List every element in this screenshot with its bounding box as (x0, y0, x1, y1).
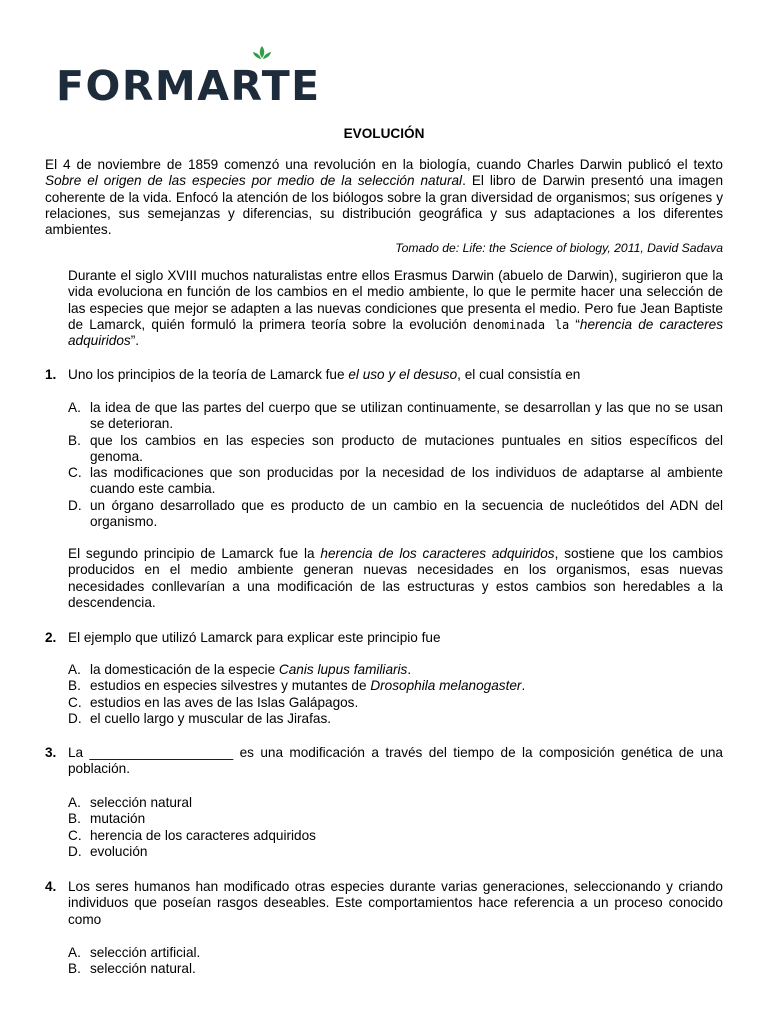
option-text: herencia de los caracteres adquiridos (90, 827, 316, 843)
question-3 (45, 745, 723, 778)
option-text: las modificaciones que son producidas por la necesidad de los individuos de adaptarse al ambiente cuando este cambia. (90, 465, 723, 497)
principle-2-paragraph (68, 546, 723, 611)
intro-text-1: El 4 de noviembre de 1859 comenzó una revolución en la biología, cuando Charles Darwin publicó el texto (45, 157, 723, 172)
option-text: que los cambios en las especies son producto de mutaciones puntuales en sitios específicos del genoma. (90, 432, 723, 464)
question-4 (45, 879, 723, 928)
option-text: el cuello largo y muscular de las Jirafas. (90, 710, 332, 726)
option-c[interactable] (68, 695, 723, 711)
question-text: La ___________________ es una modificación a través del tiempo de la composición genética de una población. (68, 745, 723, 777)
question-text: Los seres humanos han modificado otras especies durante varias generaciones, seleccionando y criando individuos que poseían rasgos deseables. Este comportamientos hace referencia a un proceso conocido como (68, 879, 723, 927)
option-letter: B. (68, 432, 81, 448)
principle-text-1: El segundo principio de Lamarck fue la (68, 546, 321, 561)
question-1 (45, 367, 723, 383)
option-a[interactable] (68, 795, 723, 811)
option-d[interactable] (68, 844, 723, 860)
page-title: EVOLUCIÓN (343, 126, 425, 141)
option-letter: A. (68, 795, 81, 810)
option-letter: C. (68, 694, 82, 710)
option-d[interactable] (68, 498, 723, 531)
question-2-options (68, 662, 723, 727)
option-text: selección natural (90, 795, 193, 810)
question-4-options (68, 945, 723, 978)
option-letter: A. (68, 400, 81, 415)
option-letter: D. (68, 843, 82, 859)
option-species-name: Canis lupus familiaris (278, 662, 408, 677)
option-letter: C. (68, 465, 82, 481)
intro-book-title: Sobre el origen de las especies por medio de la selección natural (45, 173, 463, 189)
option-d[interactable] (68, 711, 723, 727)
option-text: selección natural. (90, 961, 196, 977)
option-b[interactable] (68, 433, 723, 466)
question-number: 4. (45, 879, 57, 894)
question-text-part: , el cual consistía en (457, 367, 581, 382)
option-text: la idea de que las partes del cuerpo que se utilizan continuamente, se desarrollan y las que no se usan se deterioran. (90, 400, 723, 432)
leaf-torch-icon (248, 44, 276, 74)
question-number: 2. (45, 630, 57, 645)
intro-paragraph (45, 157, 723, 238)
question-text-italic: el uso y el desuso (348, 367, 458, 382)
lamarck-quote-close: ”. (130, 333, 140, 349)
lamarck-paragraph (68, 268, 723, 349)
option-text: estudios en especies silvestres y mutantes de (90, 678, 371, 694)
option-a[interactable] (68, 400, 723, 433)
logo-wordmark: FORMARTE (56, 62, 321, 110)
question-number: 3. (45, 745, 57, 760)
option-text: mutación (90, 811, 146, 827)
option-text: la domesticación de la especie (90, 662, 279, 677)
option-letter: A. (68, 662, 81, 677)
principle-name: herencia de los caracteres adquiridos (320, 546, 555, 561)
question-1-options (68, 400, 723, 530)
option-text: . (521, 678, 526, 694)
formarte-logo (56, 44, 321, 108)
question-2 (45, 630, 723, 646)
option-b[interactable] (68, 811, 723, 827)
option-letter: D. (68, 497, 82, 513)
option-letter: C. (68, 827, 82, 843)
lamarck-quote-open: “ (569, 316, 580, 332)
lamarck-theory-name: herencia de caracteres adquiridos (68, 316, 723, 349)
option-b[interactable] (68, 961, 723, 977)
option-letter: B. (68, 961, 81, 977)
option-letter: D. (68, 710, 82, 726)
option-a[interactable] (68, 662, 723, 678)
option-a[interactable] (68, 945, 723, 961)
question-3-options (68, 795, 723, 860)
question-number: 1. (45, 367, 57, 382)
lamarck-text-1: Durante el siglo XVIII muchos naturalistas entre ellos Erasmus Darwin (abuelo de Darwin), sugirieron que la vida evoluciona en función de los cambios en el medio ambiente, lo que le permite hacer una selección de las especies que mejor se adapten a las nuevas condiciones que presenta el medio. Pero fue Jean Baptiste de Lamarck, quién formuló la primera teoría sobre la evolución (68, 268, 723, 332)
option-b[interactable] (68, 678, 723, 694)
option-letter: B. (68, 678, 81, 694)
option-text: . (407, 662, 412, 677)
option-c[interactable] (68, 828, 723, 844)
option-text: evolución (90, 843, 148, 859)
option-text: selección artificial. (90, 945, 201, 960)
question-text: El ejemplo que utilizó Lamarck para explicar este principio fue (68, 630, 441, 645)
source-citation: Tomado de: Life: the Science of biology, 2011, David Sadava (395, 241, 723, 255)
question-text-part: Uno los principios de la teoría de Lamarck fue (68, 367, 349, 382)
option-letter: A. (68, 945, 81, 960)
option-letter: B. (68, 811, 81, 827)
lamarck-text-2: denominada la (472, 317, 570, 332)
option-text: un órgano desarrollado que es producto de un cambio en la secuencia de nucleótidos del ADN del organismo. (90, 497, 723, 530)
question-text (68, 367, 723, 383)
principle-text-2: , sostiene que los cambios producidos en el medio ambiente generan nuevas necesidades en los organismos, esas nuevas necesidades conllevarían a una modificación de las estructuras y estos cambios son heredables a la descendencia. (68, 546, 724, 610)
option-text: estudios en las aves de las Islas Galápagos. (90, 694, 359, 710)
option-c[interactable] (68, 465, 723, 498)
intro-text-2: . El libro de Darwin presentó una imagen coherente de la vida. Enfocó la atención de los biólogos sobre la gran diversidad de organismos; sus orígenes y relaciones, sus semejanzas y diferencias, su distribución geográfica y sus adaptaciones a los diferentes ambientes. (45, 173, 724, 238)
option-species-name: Drosophila melanogaster (370, 678, 522, 694)
